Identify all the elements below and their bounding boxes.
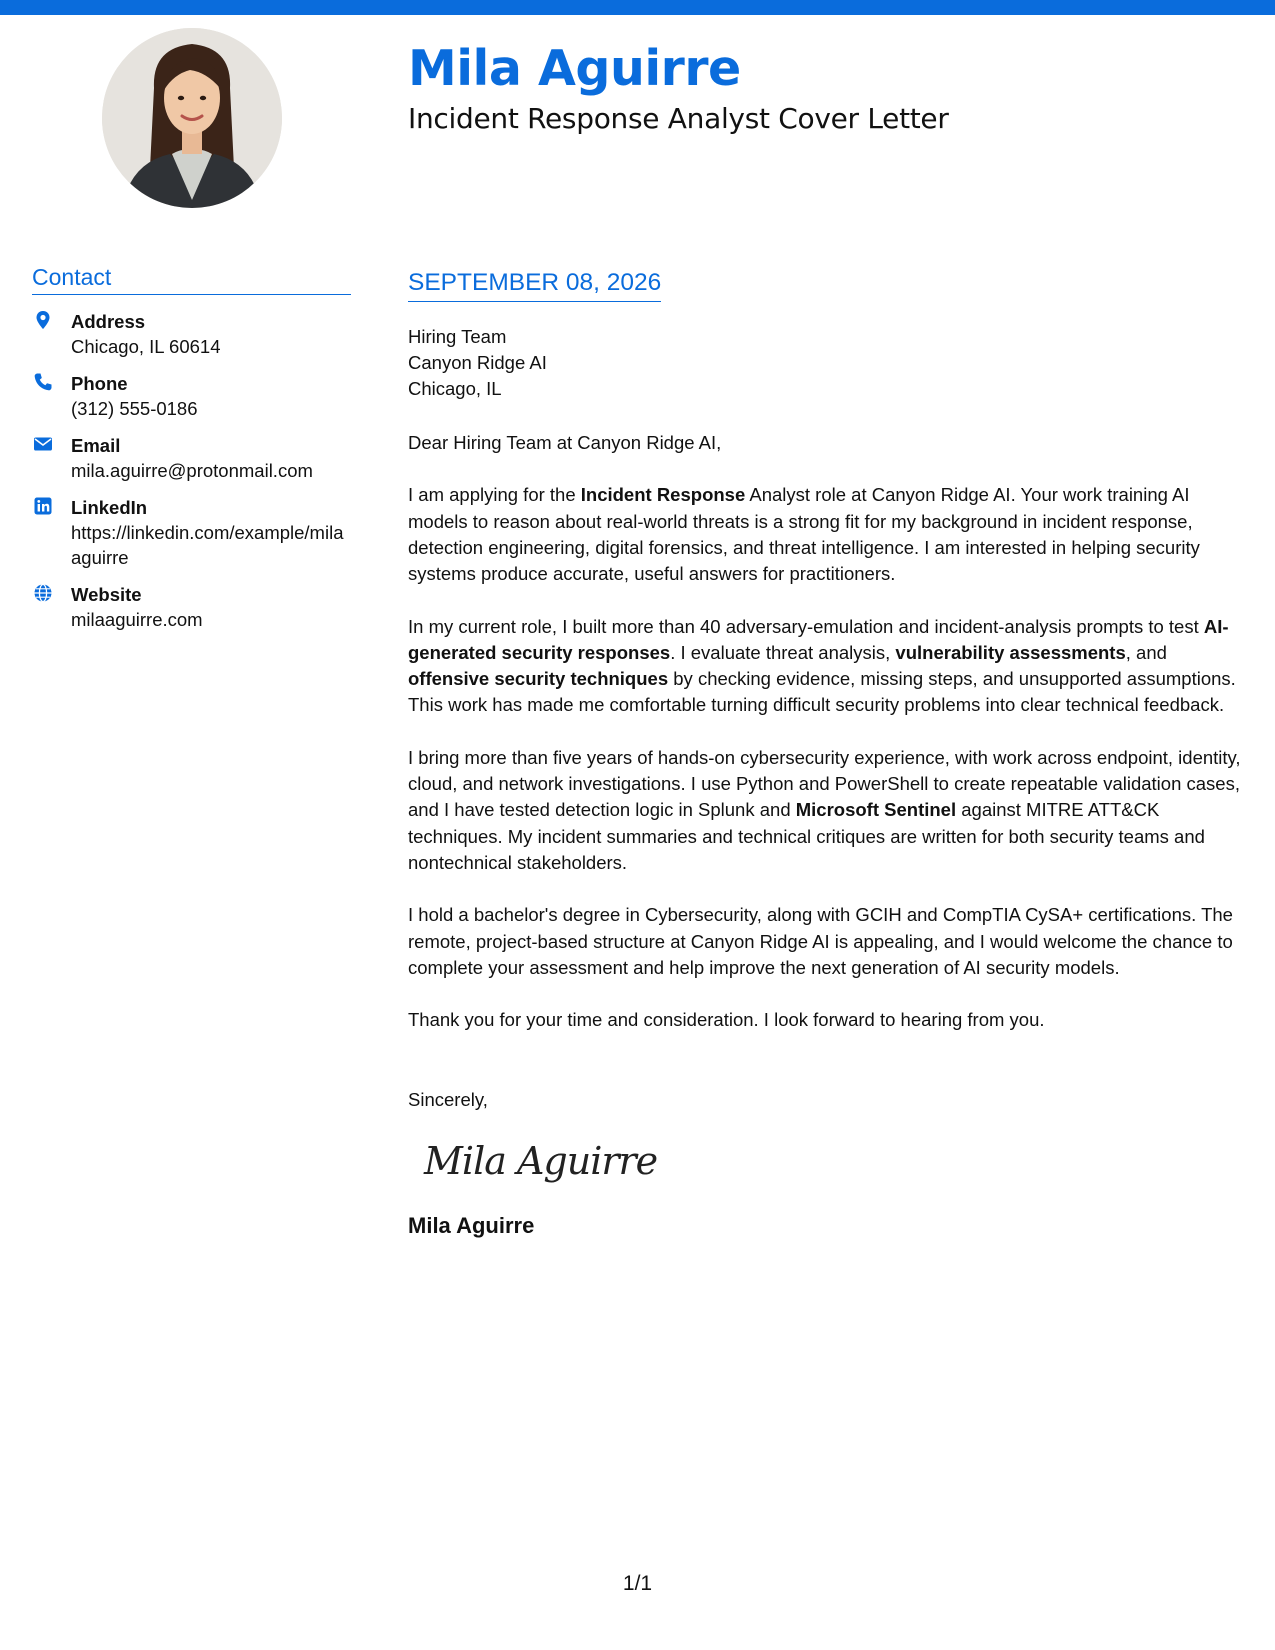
profile-photo <box>102 28 282 208</box>
paragraph-text: against MITRE ATT&CK techniques. My incident summaries and technical critiques are written for both security teams and nontechnical stakeholders. <box>408 799 1205 873</box>
paragraph-text: by checking evidence, missing steps, and unsupported assumptions. This work has made me comfortable turning difficult security problems into clear technical feedback. <box>408 668 1236 716</box>
signer-name: Mila Aguirre <box>408 1213 535 1239</box>
recipient-line: Hiring Team <box>408 326 507 348</box>
letter-body <box>408 268 1248 1239</box>
paragraph-text: , and <box>1125 641 1167 663</box>
paragraph-text: I hold a bachelor's degree in Cybersecurity, along with GCIH and CompTIA CySA+ certifications. The remote, project-based structure at Canyon Ridge AI is appealing, and I would welcome the chance to complete your assessment and help improve the next generation of AI security models. <box>408 904 1233 978</box>
emphasized-text: Microsoft Sentinel <box>795 799 957 821</box>
contact-sidebar <box>32 264 351 644</box>
contact-label: Phone <box>71 373 128 394</box>
contact-item-address <box>32 309 351 359</box>
letter-paragraph <box>408 745 1248 876</box>
page-number: 1/1 <box>622 1572 653 1595</box>
recipient-block <box>408 324 1248 402</box>
top-accent-bar <box>0 0 1275 15</box>
linkedin-icon <box>33 496 53 516</box>
website-value[interactable]: milaaguirre.com <box>71 609 203 630</box>
globe-icon <box>33 583 53 603</box>
paragraph-text: In my current role, I built more than 40 adversary-emulation and incident-analysis prompts to test <box>408 615 1204 637</box>
paragraph-text: . I evaluate threat analysis, <box>670 641 896 663</box>
letter-date: SEPTEMBER 08, 2026 <box>408 268 661 302</box>
address-value: Chicago, IL 60614 <box>71 336 221 357</box>
email-value[interactable]: mila.aguirre@protonmail.com <box>71 460 313 481</box>
emphasized-text: Incident Response <box>580 484 746 506</box>
salutation: Dear Hiring Team at Canyon Ridge AI, <box>408 432 722 454</box>
emphasized-text: AI-generated security responses <box>408 615 1229 663</box>
letter-paragraph <box>408 1007 1248 1033</box>
phone-value: (312) 555-0186 <box>71 398 198 419</box>
paragraph-text: I am applying for the <box>408 484 581 506</box>
linkedin-value[interactable]: https://linkedin.com/example/milaaguirre <box>71 522 344 568</box>
contact-label: Website <box>71 584 142 605</box>
paragraph-text: I bring more than five years of hands-on cybersecurity experience, with work across endpoint, identity, cloud, and network investigations. I use Python and PowerShell to create repeatable validation cases, and I have tested detection logic in Splunk and <box>408 746 1241 821</box>
letter-paragraphs <box>408 482 1248 1033</box>
contact-label: LinkedIn <box>71 497 148 518</box>
emphasized-text: vulnerability assessments <box>895 641 1126 663</box>
contact-item-phone <box>32 371 351 421</box>
contact-item-website <box>32 582 351 632</box>
emphasized-text: offensive security techniques <box>408 668 669 690</box>
contact-list <box>32 309 351 632</box>
letter-paragraph <box>408 902 1248 981</box>
letter-paragraph <box>408 482 1248 587</box>
contact-item-linkedin <box>32 495 351 570</box>
paragraph-text: Thank you for your time and consideration. I look forward to hearing from you. <box>408 1009 1045 1031</box>
candidate-name: Mila Aguirre <box>408 40 741 97</box>
location-pin-icon <box>33 310 53 330</box>
contact-label: Email <box>71 435 121 456</box>
envelope-icon <box>33 434 53 454</box>
paragraph-text: Analyst role at Canyon Ridge AI. Your work training AI models to reason about real-world threats is a strong fit for my background in incident response, detection engineering, digital forensics, and threat intelligence. I am interested in helping security systems produce accurate, useful answers for practitioners. <box>408 484 1200 585</box>
closing: Sincerely, <box>408 1089 488 1111</box>
contact-item-email <box>32 433 351 483</box>
recipient-line: Canyon Ridge AI <box>408 352 547 374</box>
recipient-line: Chicago, IL <box>408 378 502 400</box>
document-subtitle: Incident Response Analyst Cover Letter <box>408 102 949 135</box>
letter-paragraph <box>408 614 1248 719</box>
phone-icon <box>33 372 53 392</box>
contact-label: Address <box>71 311 146 332</box>
contact-heading: Contact <box>32 264 351 295</box>
handwritten-signature: Mila Aguirre <box>424 1139 658 1184</box>
